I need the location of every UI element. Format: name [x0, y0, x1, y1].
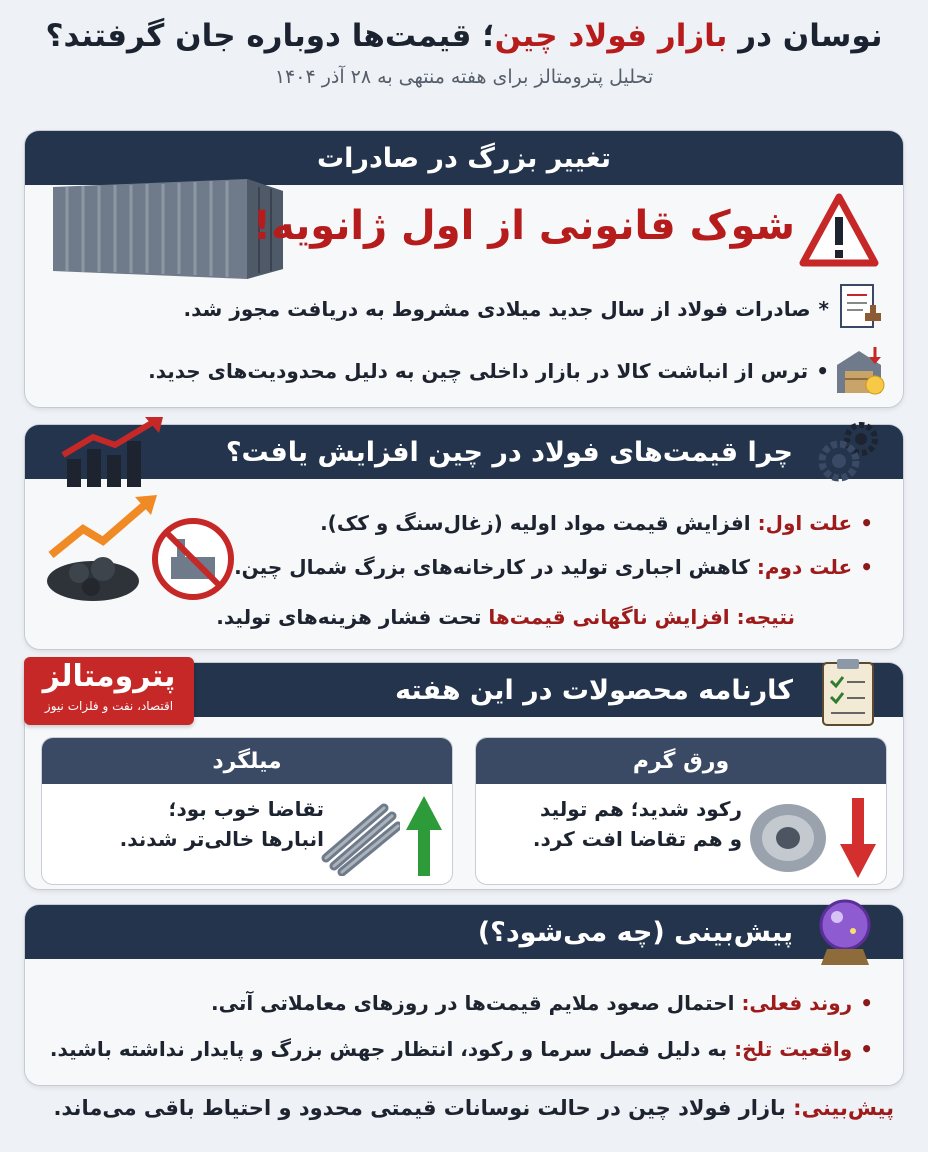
hot-rolled-line-2: و هم تقاضا افت کرد.: [532, 827, 742, 851]
reasons-section-title: چرا قیمت‌های فولاد در چین افزایش یافت؟: [25, 425, 903, 479]
down-arrow-icon: [838, 796, 878, 880]
rebar-panel: [41, 737, 453, 885]
crystal-ball-icon: [815, 897, 875, 969]
reason-1: •علت اول: افزایش قیمت مواد اولیه (زغال‌سنگ و کک).: [320, 511, 873, 535]
report-card-icon: [819, 657, 879, 729]
brand-logo: [24, 657, 194, 725]
shock-headline: شوک قانونی از اول ژانویه!: [252, 203, 795, 249]
hot-rolled-line-1: رکود شدید؛ هم تولید: [540, 797, 742, 821]
page-header: [0, 14, 928, 88]
page-title: نوسان در بازار فولاد چین؛ قیمت‌ها دوباره جان گرفتند؟: [45, 18, 883, 54]
rising-chart-icon: [59, 415, 169, 489]
export-bullet-2: •ترس از انباشت کالا در بازار داخلی چین به دلیل محدودیت‌های جدید.: [148, 359, 829, 383]
up-arrow-icon: [404, 794, 444, 878]
export-bullet-1: *صادرات فولاد از سال جدید میلادی مشروط به دریافت مجوز شد.: [183, 297, 829, 321]
rebar-bundle-icon: [320, 798, 400, 876]
rebar-line-2: انبارها خالی‌تر شدند.: [119, 827, 324, 851]
reason-2: •علت دوم: کاهش اجباری تولید در کارخانه‌های بزرگ شمال چین.: [234, 555, 873, 579]
forecast-item-1: •روند فعلی: احتمال صعود ملایم قیمت‌ها در روزهای معاملاتی آتی.: [210, 991, 873, 1015]
rebar-title: میلگرد: [42, 738, 452, 784]
hot-rolled-panel: [475, 737, 887, 885]
page-subtitle: تحلیل پترومتالز برای هفته منتهی به ۲۸ آذر ۱۴۰۴: [274, 66, 654, 88]
forecast-item-2: •واقعیت تلخ: به دلیل فصل سرما و رکود، انتظار جهش بزرگ و پایدار نداشته باشید.: [49, 1037, 873, 1061]
reasons-result: نتیجه: افزایش ناگهانی قیمت‌ها تحت فشار هزینه‌های تولید.: [216, 605, 795, 629]
footer-forecast: پیش‌بینی: بازار فولاد چین در حالت نوسانات قیمتی محدود و احتیاط باقی می‌ماند.: [53, 1096, 894, 1120]
brand-tagline: اقتصاد، نفت و فلزات نیوز: [44, 699, 174, 713]
forecast-section: [24, 904, 904, 1086]
reasons-section: [24, 424, 904, 650]
coal-and-factory-icon: [43, 493, 243, 603]
rebar-line-1: تقاضا خوب بود؛: [168, 797, 324, 821]
forecast-section-title: پیش‌بینی (چه می‌شود؟): [25, 905, 903, 959]
hot-rolled-title: ورق گرم: [476, 738, 886, 784]
license-document-icon: [837, 283, 885, 333]
brand-name: پترومتالز: [42, 659, 176, 694]
warning-icon: [799, 193, 879, 267]
gears-icon: [815, 417, 885, 487]
shipping-container-icon: [47, 173, 287, 283]
steel-coil-icon: [746, 798, 830, 876]
export-section-title: تغییر بزرگ در صادرات: [25, 131, 903, 185]
export-section: [24, 130, 904, 408]
warehouse-icon: [835, 345, 885, 397]
products-section-title: کارنامه محصولات در این هفته: [25, 663, 903, 717]
title-accent: بازار فولاد چین: [494, 18, 728, 54]
